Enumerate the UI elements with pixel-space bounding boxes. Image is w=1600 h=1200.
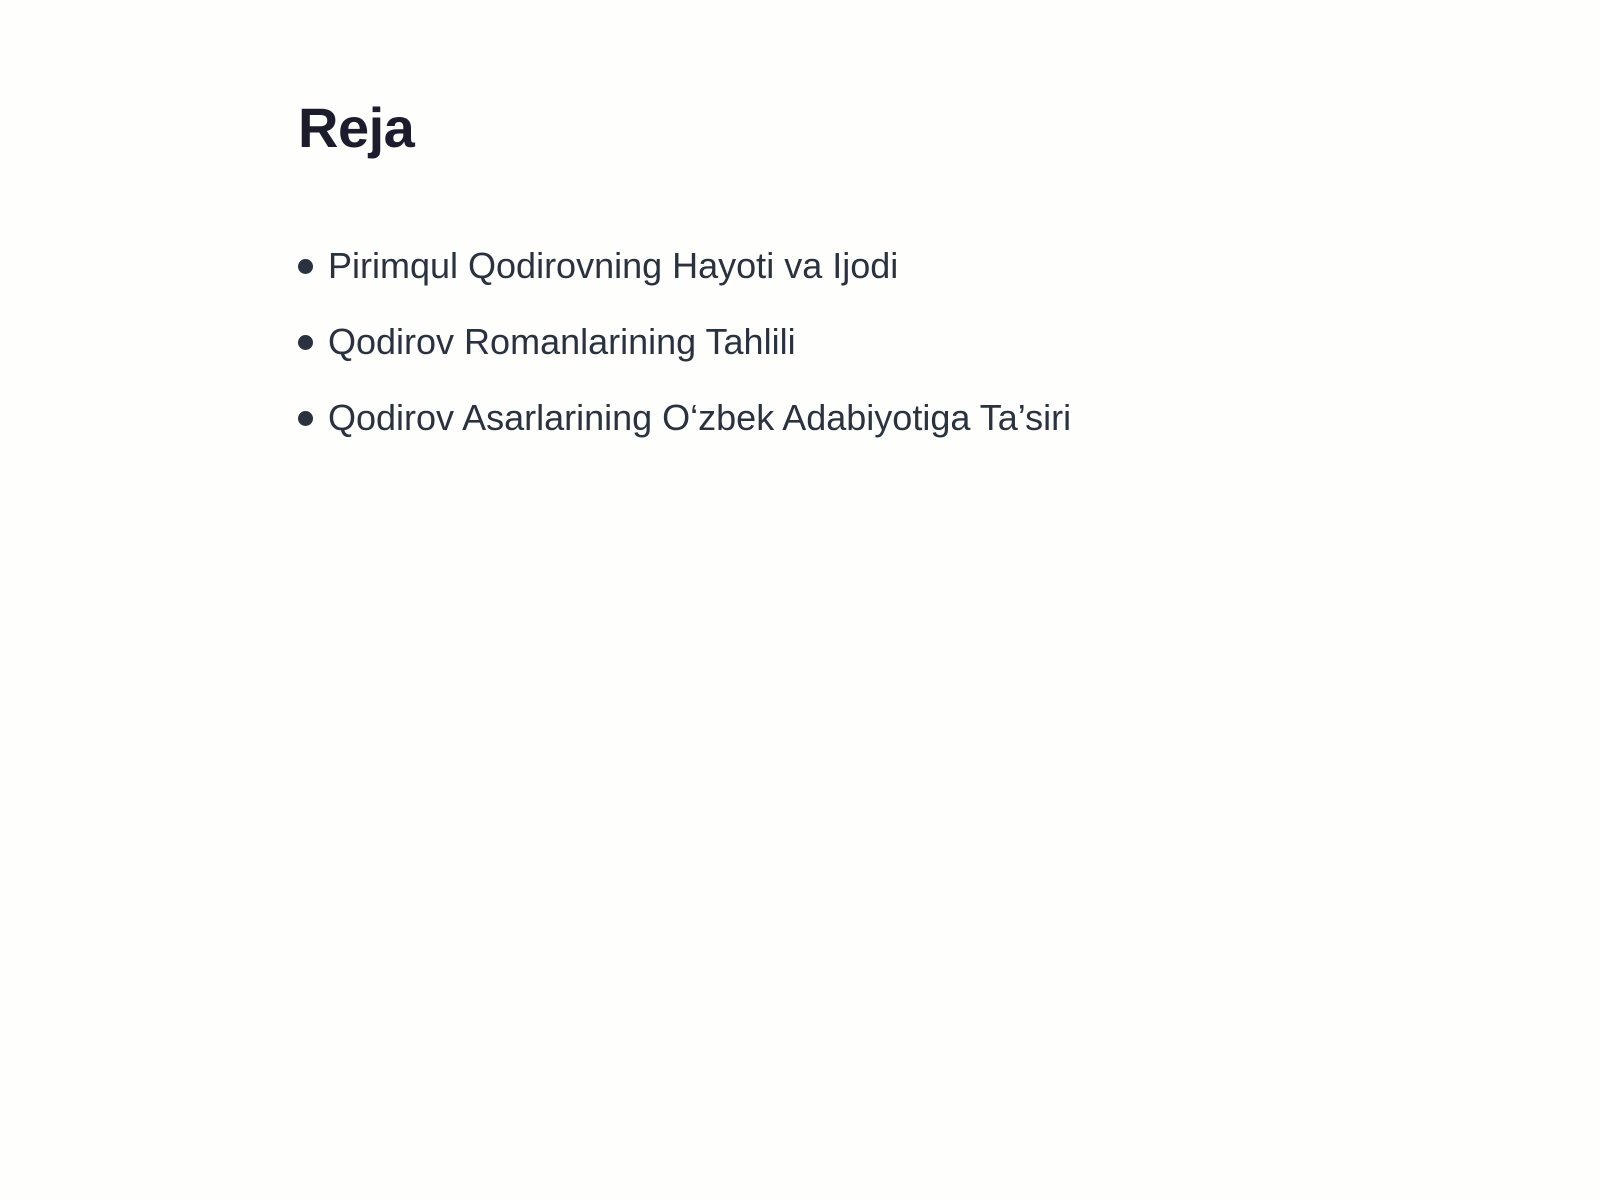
list-item [298,228,1398,304]
bullet-icon [298,335,313,350]
bullet-list [298,228,1398,456]
bullet-icon [298,259,313,274]
list-item [298,304,1398,380]
list-item-text: Qodirov Asarlarining O‘zbek Adabiyotiga Ta’siri [328,397,1072,438]
bullet-icon [298,411,313,426]
slide-content [298,88,1398,456]
list-item-text: Qodirov Romanlarining Tahlili [328,321,796,362]
list-item-text: Pirimqul Qodirovning Hayoti va Ijodi [328,245,899,286]
slide-title: Reja [298,96,415,159]
list-item [298,380,1398,456]
